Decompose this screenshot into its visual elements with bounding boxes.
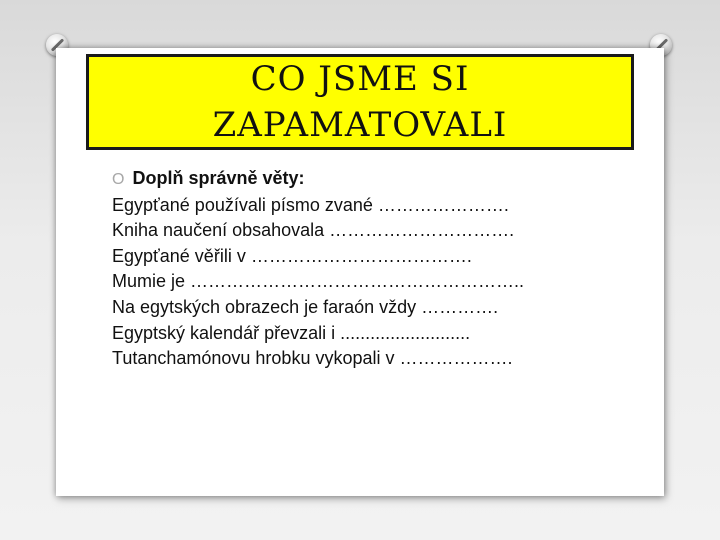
sentence-line: Mumie je ………………………………………………..	[112, 271, 525, 292]
sentence-line: Egypťané věřili v ……………………………….	[112, 245, 472, 266]
title-line-2: ZAPAMATOVALI	[212, 105, 508, 145]
sentence-line: Na egytských obrazech je faraón vždy ………….	[112, 296, 499, 317]
sentence-line: Egypťané používali písmo zvané ………………….	[112, 194, 509, 215]
sentence-line: Kniha naučení obsahovala ………………………….	[112, 220, 515, 241]
bullet-icon: O	[112, 171, 125, 188]
sentence-line: Tutanchamónovu hrobku vykopali v ……………….	[112, 348, 513, 369]
sentence-line: Egyptský kalendář převzali i ..........................	[112, 322, 471, 343]
title-box	[86, 54, 634, 150]
lead-text: Doplň správně věty:	[132, 168, 305, 188]
title-line-1: CO JSME SI	[250, 59, 470, 99]
slide-content	[112, 166, 652, 372]
slide-title	[213, 56, 508, 148]
lead-item	[112, 166, 652, 193]
